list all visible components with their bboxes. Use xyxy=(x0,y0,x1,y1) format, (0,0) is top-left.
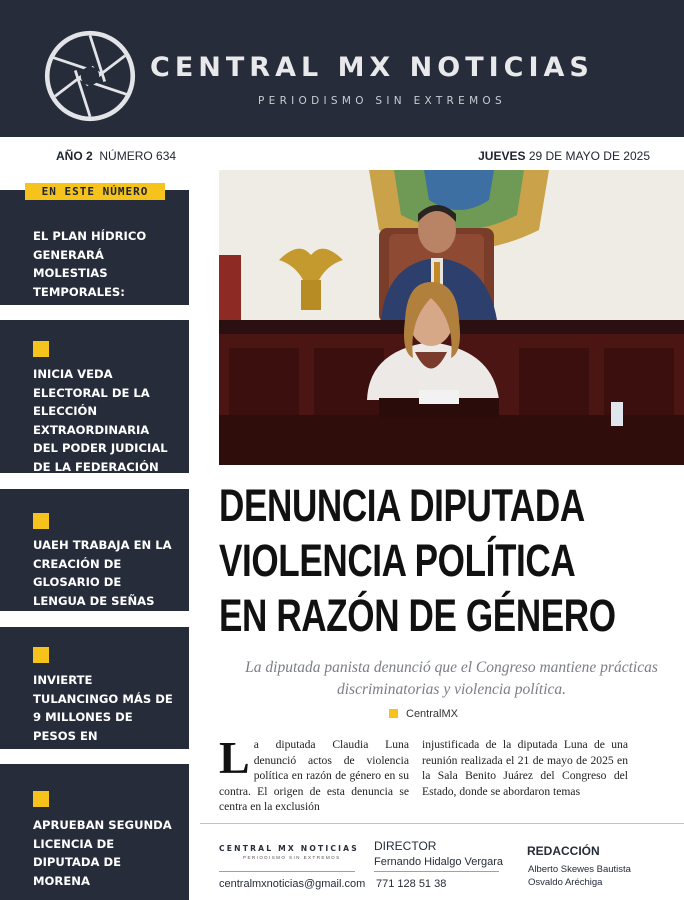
sidebar-item[interactable] xyxy=(0,627,189,761)
contact-email[interactable]: centralmxnoticias@gmail.com xyxy=(219,878,366,890)
footer-tagline: PERIODISMO SIN EXTREMOS xyxy=(243,855,341,860)
sidebar-item[interactable] xyxy=(0,764,189,900)
issue-info xyxy=(56,149,176,163)
footer-credits xyxy=(200,823,684,900)
redaccion-member: Alberto Skewes Bautista xyxy=(528,864,631,875)
divider xyxy=(374,871,499,872)
director-name: Fernando Hidalgo Vergara xyxy=(374,856,504,868)
byline-square-icon xyxy=(389,709,398,718)
redaccion-member: Osvaldo Aréchiga xyxy=(528,877,603,888)
article-column xyxy=(219,732,409,813)
article-column xyxy=(422,737,628,800)
masthead-title: CENTRAL MX NOTICIAS xyxy=(150,52,594,83)
bullet-square-icon xyxy=(33,341,49,357)
sidebar-item[interactable] xyxy=(0,190,189,317)
director-label: DIRECTOR xyxy=(374,839,437,853)
aperture-icon xyxy=(44,30,136,122)
bullet-square-icon xyxy=(33,647,49,663)
issue-number: NÚMERO 634 xyxy=(99,149,177,163)
sidebar-item-title: APRUEBAN SEGUNDA LICENCIA DE DIPUTADA DE MORENA xyxy=(33,818,172,888)
issue-date-text: 29 DE MAYO DE 2025 xyxy=(528,149,650,163)
byline-text: CentralMX xyxy=(406,708,458,720)
divider xyxy=(219,871,355,872)
article-headline xyxy=(219,478,616,643)
contact-phone[interactable]: 771 128 51 38 xyxy=(376,878,447,890)
redaccion-label: REDACCIÓN xyxy=(527,844,600,858)
sidebar-label: EN ESTE NÚMERO xyxy=(25,183,165,200)
sidebar-item-title: UAEH TRABAJA EN LA CREACIÓN DE GLOSARIO DE LENGUA DE SEÑAS xyxy=(33,538,172,608)
issue-date-bar xyxy=(0,137,684,170)
sidebar-item-title: INICIA VEDA ELECTORAL DE LA ELECCIÓN EXTRAORDINARIA DEL PODER JUDICIAL DE LA FEDERACIÓN xyxy=(33,367,168,474)
sidebar-item-title: INVIERTE TULANCINGO MÁS DE 9 MILLONES DE PESOS EN SEGURIDAD xyxy=(33,673,173,761)
sidebar-item[interactable] xyxy=(0,320,189,473)
masthead xyxy=(0,0,684,137)
bullet-square-icon xyxy=(33,513,49,529)
headline-line: VIOLENCIA POLÍTICA xyxy=(219,535,576,586)
issue-weekday: JUEVES xyxy=(478,149,526,163)
sidebar-item-title: EL PLAN HÍDRICO GENERARÁ MOLESTIAS TEMPORALES: MENCHACA xyxy=(33,229,147,317)
headline-line: EN RAZÓN DE GÉNERO xyxy=(219,590,616,641)
masthead-tagline: PERIODISMO SIN EXTREMOS xyxy=(258,95,506,107)
article-photo[interactable] xyxy=(219,170,684,465)
sidebar-item[interactable] xyxy=(0,489,189,611)
headline-line: DENUNCIA DIPUTADA xyxy=(219,480,585,531)
drop-cap: L xyxy=(219,732,250,783)
article-byline xyxy=(389,708,458,720)
article-subhead: La diputada panista denunció que el Congreso mantiene prácticas discriminatorias y violencia política. xyxy=(245,659,658,698)
issue-date xyxy=(478,149,650,163)
footer-brand: CENTRAL MX NOTICIAS xyxy=(219,844,359,853)
bullet-square-icon xyxy=(33,791,49,807)
article-text: a diputada Claudia Luna denunció actos de violencia política en razón de género en su contra. El origen de esta denuncia se centra en la exclusión xyxy=(219,738,409,813)
issue-year: AÑO 2 xyxy=(56,149,93,163)
article-text: injustificada de la diputada Luna de una reunión realizada el 21 de mayo de 2025 en la Sala Benito Juárez del Congreso del Estado, donde se abordaron temas xyxy=(422,738,628,798)
